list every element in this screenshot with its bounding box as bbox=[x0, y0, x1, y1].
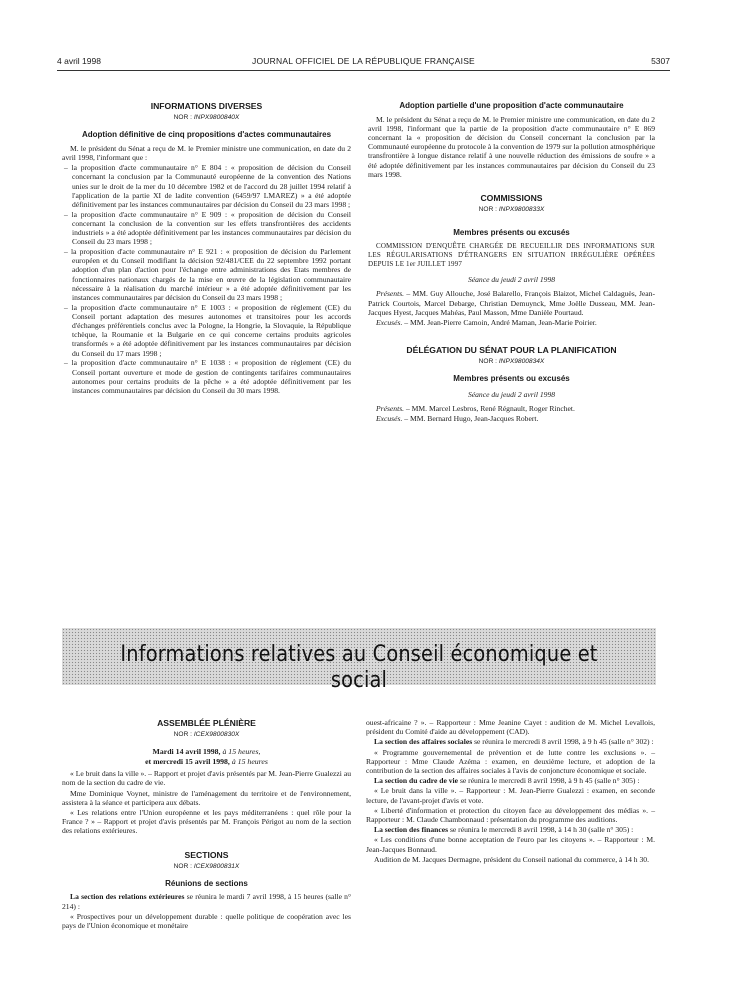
paragraph: « Programme gouvernemental de prévention et de lutte contre les exclusions ». – Rapporteur : Mme Claude Azéma : examen, en deuxième lecture, et adoption de la contribution de la section des affaires sociales à l'avis de conjoncture économique et sociale. bbox=[366, 747, 655, 776]
section-heading: SECTIONS bbox=[184, 849, 229, 860]
list-item: – la proposition d'acte communautaire n° E 909 : « proposition de décision du Conseil concernant la conclusion de la convention sur les effets transfrontières des accidents industriels » a été adoptée définitivement par les instances communautaires par décision du Conseil du 23 mars 1998 ; bbox=[62, 210, 351, 247]
banner-title: Informations relatives au Conseil économique et social bbox=[120, 641, 598, 693]
list-item: – la proposition d'acte communautaire n° E 921 : « proposition de décision du Parlement européen et du Conseil modifiant la décision 92/481/CEE du 22 septembre 1992 portant adoption d'un plan d'action pour l'échange entre administrations des Etats membres de fonctionnaires nationaux chargés de la mise en œuvre de la législation communautaire nécessaire à la réalisation du marché intérieur » a été adoptée définitivement par les instances communautaires par décision du Conseil du 23 mars 1998 ; bbox=[62, 247, 351, 302]
nor-reference: NOR : ICEX9800830X bbox=[173, 731, 240, 738]
paragraph: « Prospectives pour un développement durable : quelle politique de coopération avec les pays de l'Union économique et monétaire bbox=[62, 911, 351, 930]
assemblee-column bbox=[62, 718, 351, 931]
section-heading: INFORMATIONS DIVERSES bbox=[150, 101, 263, 111]
informations-diverses-column bbox=[62, 101, 351, 396]
excuses-paragraph: Excusés. – MM. Bernard Hugo, Jean-Jacques Robert. bbox=[376, 414, 539, 424]
sections-column-continued bbox=[366, 718, 655, 865]
intro-paragraph: M. le président du Sénat a reçu de M. le Premier ministre une communication, en date du 2 avril 1998, l'informant que : bbox=[62, 143, 351, 162]
subheading: Membres présents ou excusés bbox=[453, 374, 570, 384]
paragraph: La section des finances se réunira le mercredi 8 avril 1998, à 14 h 30 (salle n° 305) : bbox=[374, 825, 634, 835]
paragraph: La section du cadre de vie se réunira le mercredi 8 avril 1998, à 9 h 45 (salle n° 305) : bbox=[374, 776, 640, 786]
page-number: 5307 bbox=[651, 56, 670, 66]
paragraph: « Le bruit dans la ville ». – Rapport et projet d'avis présentés par M. Jean-Pierre Gualezzi au nom de la section du cadre de vie. bbox=[62, 769, 351, 788]
header-date: 4 avril 1998 bbox=[57, 56, 101, 66]
page-header bbox=[57, 56, 670, 70]
list-item: – la proposition d'acte communautaire n° E 804 : « proposition de décision du Conseil concernant la conclusion par la Communauté européenne de la convention des Nations unies sur le droit de la mer du 10 décembre 1982 et de l'accord du 28 juillet 1994 relatif à l'application de la partie XI de ladite convention (6459/97 LMAREZ) » a été adoptée définitivement par les instances communautaires par décision du Conseil du 23 mars 1998 ; bbox=[62, 163, 351, 209]
subheading: Adoption définitive de cinq propositions d'actes communautaires bbox=[81, 130, 332, 140]
paragraph: M. le président du Sénat a reçu de M. le Premier ministre une communication, en date du 2 avril 1998, l'informant que la partie de la proposition d'acte communautaire n° E 869 concernant la « proposition de décision du Conseil concernant la conclusion par la Communauté européenne du protocole à la convention de 1979 sur la pollution atmosphérique transfrontière à longue distance relatif à une nouvelle réduction des émissions de soufre » a été adoptée définitivement par les instances communautaires par décision du Conseil du 23 mars 1998. bbox=[368, 114, 655, 179]
header-rule bbox=[57, 70, 670, 71]
nor-reference: NOR : INPX9800840X bbox=[173, 114, 240, 121]
subheading: Réunions de sections bbox=[165, 878, 248, 888]
presents-paragraph: Présents. – MM. Marcel Lesbros, René Régnault, Roger Rinchet. bbox=[376, 404, 575, 414]
journal-title: JOURNAL OFFICIEL DE LA RÉPUBLIQUE FRANÇAISE bbox=[252, 56, 475, 66]
session-date: Séance du jeudi 2 avril 1998 bbox=[467, 389, 556, 399]
commission-title: COMMISSION D'ENQUÊTE CHARGÉE DE RECUEILLIR DES INFORMATIONS SUR LES RÉGULARISATIONS D'ÉTRANGERS EN SITUATION IRRÉGULIÈRE OPÉRÉES DEPUIS LE 1er JUILLET 1997 bbox=[368, 241, 655, 269]
paragraph: Mme Dominique Voynet, ministre de l'aménagement du territoire et de l'environnement, assistera à la séance et participera aux débats. bbox=[62, 788, 351, 807]
paragraph: « Le bruit dans la ville ». – Rapporteur : M. Jean-Pierre Gualezzi : examen, en seconde lecture, de l'avant-projet d'avis et vote. bbox=[366, 786, 655, 805]
paragraph: « Les relations entre l'Union européenne et les pays méditerranéens : quel rôle pour la France ? » – Rapport et projet d'avis présentés par M. François Périgot au nom de la section des relations extérieures. bbox=[62, 808, 351, 836]
paragraph: « Les conditions d'une bonne acceptation de l'euro par les citoyens ». – Rapporteur : M. Jean-Jacques Bonnaud. bbox=[366, 835, 655, 854]
section-heading: ASSEMBLÉE PLÉNIÈRE bbox=[157, 718, 256, 728]
session-dates: Mardi 14 avril 1998, à 15 heures, et mercredi 15 avril 1998, à 15 heures bbox=[145, 747, 268, 766]
list-item: – la proposition d'acte communautaire n° E 1003 : « proposition de règlement (CE) du Conseil portant adaptation des mesures autonomes et transitoires pour les accords d'échanges préférentiels conclus avec la Pologne, la Hongrie, la Slovaquie, la République tchèque, la Roumanie et la Bulgarie en ce qui concerne certains produits agricoles transformés » a été adoptée définitivement par les instances communautaires par décision du Conseil du 17 mars 1998 ; bbox=[62, 303, 351, 358]
paragraph: La section des relations extérieures se réunira le mardi 7 avril 1998, à 15 heures (salle n° 214) : bbox=[62, 892, 352, 911]
nor-reference: NOR : INPX9800834X bbox=[478, 358, 545, 366]
session-date: Séance du jeudi 2 avril 1998 bbox=[467, 275, 556, 285]
paragraph: La section des affaires sociales se réunira le mercredi 8 avril 1998, à 9 h 45 (salle n° 302) : bbox=[374, 737, 654, 747]
nor-reference: NOR : ICEX9800831X bbox=[173, 862, 240, 870]
nor-reference: NOR : INPX9800833X bbox=[478, 205, 545, 213]
section-heading: COMMISSIONS bbox=[480, 192, 543, 203]
list-item: – la proposition d'acte communautaire n° E 1038 : « proposition de règlement (CE) du Conseil portant ouverture et mode de gestion de contingents tarifaires communautaires autonomes pour certains produits de la pêche » a été adoptée définitivement par les instances communautaires par décision du Conseil du 30 mars 1998. bbox=[62, 358, 351, 395]
paragraph: ouest-africaine ? ». – Rapporteur : Mme Jeanine Cayet : audition de M. Michel Levallois, président du Comité d'aide au développement (CAD). bbox=[366, 718, 655, 737]
paragraph: Audition de M. Jacques Dermagne, président du Conseil national du commerce, à 14 h 30. bbox=[374, 854, 649, 864]
subheading: Membres présents ou excusés bbox=[453, 228, 570, 238]
section-banner bbox=[62, 628, 656, 693]
proposal-list bbox=[62, 163, 351, 395]
paragraph: « Liberté d'information et protection du citoyen face au développement des médias ». – Rapporteur : M. Claude Chambonnaud : présentation du programme des auditions. bbox=[366, 805, 655, 825]
right-column-top bbox=[368, 101, 655, 425]
subheading: Adoption partielle d'une proposition d'acte communautaire bbox=[399, 101, 624, 110]
section-heading: DÉLÉGATION DU SÉNAT POUR LA PLANIFICATION bbox=[406, 345, 617, 356]
presents-paragraph: Présents. – MM. Guy Allouche, José Balarello, François Blaizot, Michel Caldaguès, Jean-Patrick Courtois, Marcel Debarge, Christian Demuynck, Mme Joëlle Dusseau, MM. Jean-Jacques Hyest, Jacques Mahéas, Paul Masson, Mme Danièle Pourtaud. bbox=[368, 289, 655, 317]
excuses-paragraph: Excusés. – MM. Jean-Pierre Camoin, André Maman, Jean-Marie Poirier. bbox=[376, 318, 597, 328]
